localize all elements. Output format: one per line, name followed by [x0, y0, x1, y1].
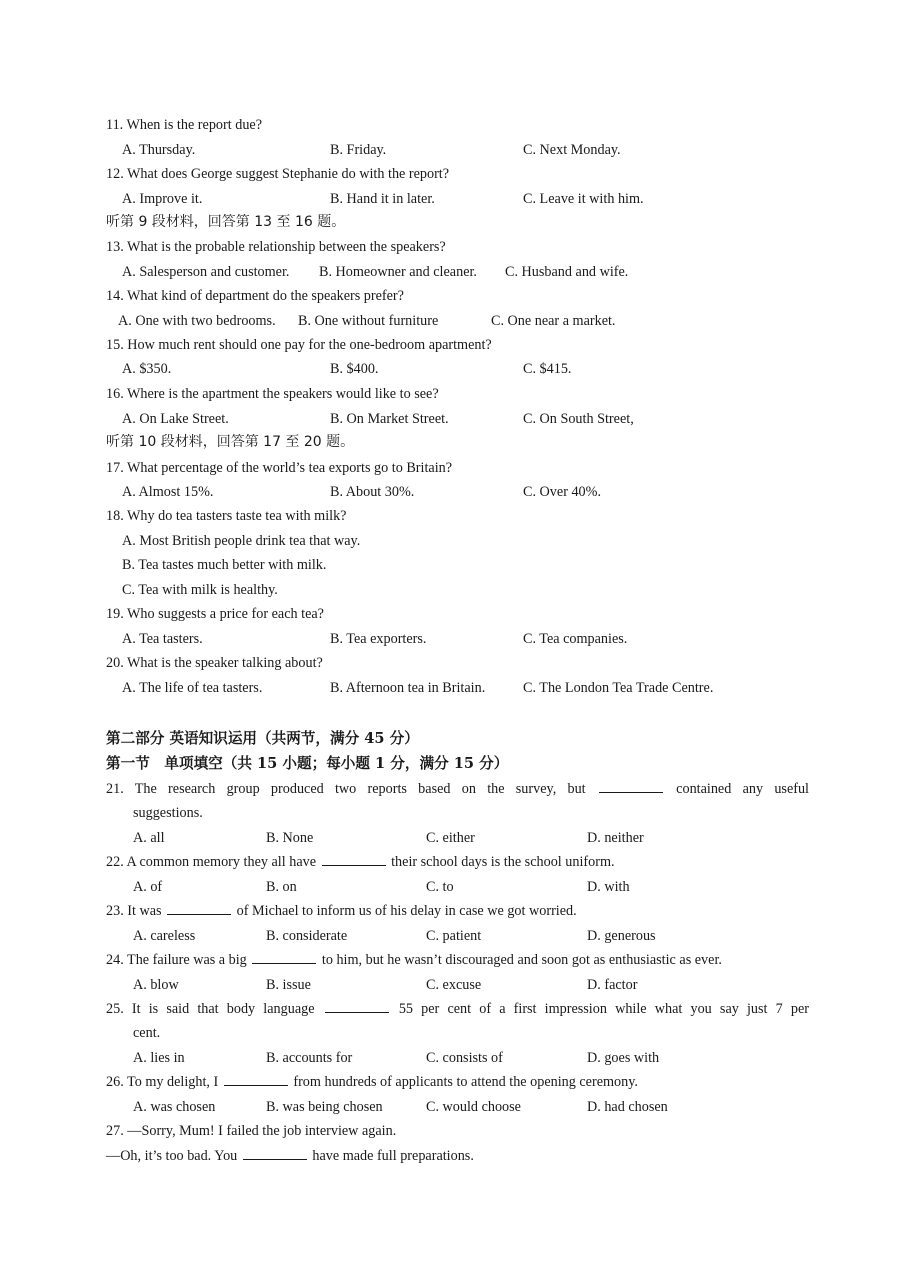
- q21-text-start: 21. The research group produced two reports based on the survey, but: [106, 781, 586, 797]
- q14-option-a: A. One with two bedrooms.: [118, 313, 276, 329]
- q14-option-b: B. One without furniture: [298, 313, 439, 329]
- q16-option-a: A. On Lake Street.: [122, 411, 229, 427]
- question-12-stem: 12. What does George suggest Stephanie do with the report?: [106, 166, 450, 182]
- question-14-stem: 14. What kind of department do the speakers prefer?: [106, 288, 404, 304]
- q23-text-start: 23. It was: [106, 903, 162, 919]
- q18-option-b: B. Tea tastes much better with milk.: [122, 557, 327, 573]
- q16-option-b: B. On Market Street.: [330, 411, 449, 427]
- question-17-stem: 17. What percentage of the world’s tea exports go to Britain?: [106, 460, 453, 476]
- q25-option-a: A. lies in: [133, 1050, 185, 1066]
- q25-text-start: 25. It is said that body language: [106, 1001, 315, 1017]
- question-19-stem: 19. Who suggests a price for each tea?: [106, 606, 324, 622]
- q19-option-b: B. Tea exporters.: [330, 631, 427, 647]
- q11-option-c: C. Next Monday.: [523, 142, 621, 158]
- q25-text-end: 55 per cent of a first impression while what you say just 7 per: [398, 1001, 810, 1017]
- section-1-heading: 第一节 单项填空（共 15 小题；每小题 1 分，满分 15 分）: [106, 755, 509, 772]
- q19-option-a: A. Tea tasters.: [122, 631, 203, 647]
- q20-option-b: B. Afternoon tea in Britain.: [330, 680, 486, 696]
- question-13-stem: 13. What is the probable relationship between the speakers?: [106, 239, 446, 255]
- q25-option-c: C. consists of: [426, 1050, 503, 1066]
- q20-option-c: C. The London Tea Trade Centre.: [523, 680, 714, 696]
- question-11-stem: 11. When is the report due?: [106, 117, 263, 133]
- question-20-stem: 20. What is the speaker talking about?: [106, 655, 323, 671]
- q22-option-c: C. to: [426, 879, 454, 895]
- q26-option-d: D. had chosen: [587, 1099, 668, 1115]
- question-15-stem: 15. How much rent should one pay for the one-bedroom apartment?: [106, 337, 492, 353]
- q27-text-end: have made full preparations.: [312, 1148, 474, 1164]
- q23-option-b: B. considerate: [266, 928, 348, 944]
- q24-option-c: C. excuse: [426, 977, 482, 993]
- question-25-stem: [106, 1000, 809, 1018]
- q24-text-start: 24. The failure was a big: [106, 952, 247, 968]
- q23-option-d: D. generous: [587, 928, 656, 944]
- q15-option-c: C. $415.: [523, 361, 572, 377]
- q25-answer-blank: [325, 1000, 389, 1013]
- question-21-stem: [106, 780, 809, 798]
- q14-option-c: C. One near a market.: [491, 313, 616, 329]
- question-22-stem: [106, 853, 615, 871]
- q15-option-b: B. $400.: [330, 361, 379, 377]
- q15-option-a: A. $350.: [122, 361, 172, 377]
- q25-option-b: B. accounts for: [266, 1050, 353, 1066]
- q22-option-a: A. of: [133, 879, 163, 895]
- q21-stem-continued: suggestions.: [133, 805, 203, 821]
- q27-text-start: —Oh, it’s too bad. You: [106, 1148, 238, 1164]
- q18-option-c: C. Tea with milk is healthy.: [122, 582, 278, 598]
- q23-option-c: C. patient: [426, 928, 482, 944]
- q25-stem-continued: cent.: [133, 1025, 161, 1041]
- question-27-line-2: [106, 1147, 474, 1165]
- q11-option-b: B. Friday.: [330, 142, 387, 158]
- q22-text-start: 22. A common memory they all have: [106, 854, 317, 870]
- q23-answer-blank: [167, 902, 231, 915]
- q21-option-a: A. all: [133, 830, 165, 846]
- q25-option-d: D. goes with: [587, 1050, 660, 1066]
- q20-option-a: A. The life of tea tasters.: [122, 680, 263, 696]
- q12-option-b: B. Hand it in later.: [330, 191, 435, 207]
- q23-text-end: of Michael to inform us of his delay in case we got worried.: [236, 903, 577, 919]
- question-18-stem: 18. Why do tea tasters taste tea with milk?: [106, 508, 347, 524]
- q22-text-end: their school days is the school uniform.: [391, 854, 615, 870]
- question-16-stem: 16. Where is the apartment the speakers would like to see?: [106, 386, 439, 402]
- q22-option-b: B. on: [266, 879, 297, 895]
- q13-option-c: C. Husband and wife.: [505, 264, 629, 280]
- question-24-stem: [106, 951, 722, 969]
- q26-option-b: B. was being chosen: [266, 1099, 383, 1115]
- q24-option-b: B. issue: [266, 977, 311, 993]
- part-2-heading: 第二部分 英语知识运用（共两节，满分 45 分）: [106, 730, 419, 747]
- question-23-stem: [106, 902, 577, 920]
- q26-text-start: 26. To my delight, I: [106, 1074, 219, 1090]
- q21-option-d: D. neither: [587, 830, 644, 846]
- q24-text-end: to him, but he wasn’t discouraged and soon got as enthusiastic as ever.: [321, 952, 722, 968]
- question-27-line-1: 27. —Sorry, Mum! I failed the job interview again.: [106, 1123, 397, 1139]
- question-26-stem: [106, 1073, 638, 1091]
- q21-text-end: contained any useful: [676, 781, 810, 797]
- q21-option-c: C. either: [426, 830, 475, 846]
- q21-answer-blank: [599, 780, 663, 793]
- q26-answer-blank: [224, 1073, 288, 1086]
- q12-option-c: C. Leave it with him.: [523, 191, 644, 207]
- q26-option-c: C. would choose: [426, 1099, 521, 1115]
- q19-option-c: C. Tea companies.: [523, 631, 628, 647]
- q16-option-c: C. On South Street,: [523, 411, 634, 427]
- q17-option-b: B. About 30%.: [330, 484, 415, 500]
- q17-option-a: A. Almost 15%.: [122, 484, 214, 500]
- q22-option-d: D. with: [587, 879, 630, 895]
- q27-answer-blank: [243, 1147, 307, 1160]
- q13-option-b: B. Homeowner and cleaner.: [319, 264, 477, 280]
- q22-answer-blank: [322, 853, 386, 866]
- q12-option-a: A. Improve it.: [122, 191, 203, 207]
- q23-option-a: A. careless: [133, 928, 196, 944]
- q18-option-a: A. Most British people drink tea that way.: [122, 533, 361, 549]
- q26-option-a: A. was chosen: [133, 1099, 216, 1115]
- q26-text-end: from hundreds of applicants to attend the opening ceremony.: [293, 1074, 638, 1090]
- q24-answer-blank: [252, 951, 316, 964]
- q24-option-a: A. blow: [133, 977, 179, 993]
- q21-option-b: B. None: [266, 830, 314, 846]
- q17-option-c: C. Over 40%.: [523, 484, 602, 500]
- instruction-passage-9: 听第 9 段材料，回答第 13 至 16 题。: [106, 214, 346, 230]
- q11-option-a: A. Thursday.: [122, 142, 196, 158]
- q13-option-a: A. Salesperson and customer.: [122, 264, 290, 280]
- instruction-passage-10: 听第 10 段材料，回答第 17 至 20 题。: [106, 434, 355, 450]
- q24-option-d: D. factor: [587, 977, 638, 993]
